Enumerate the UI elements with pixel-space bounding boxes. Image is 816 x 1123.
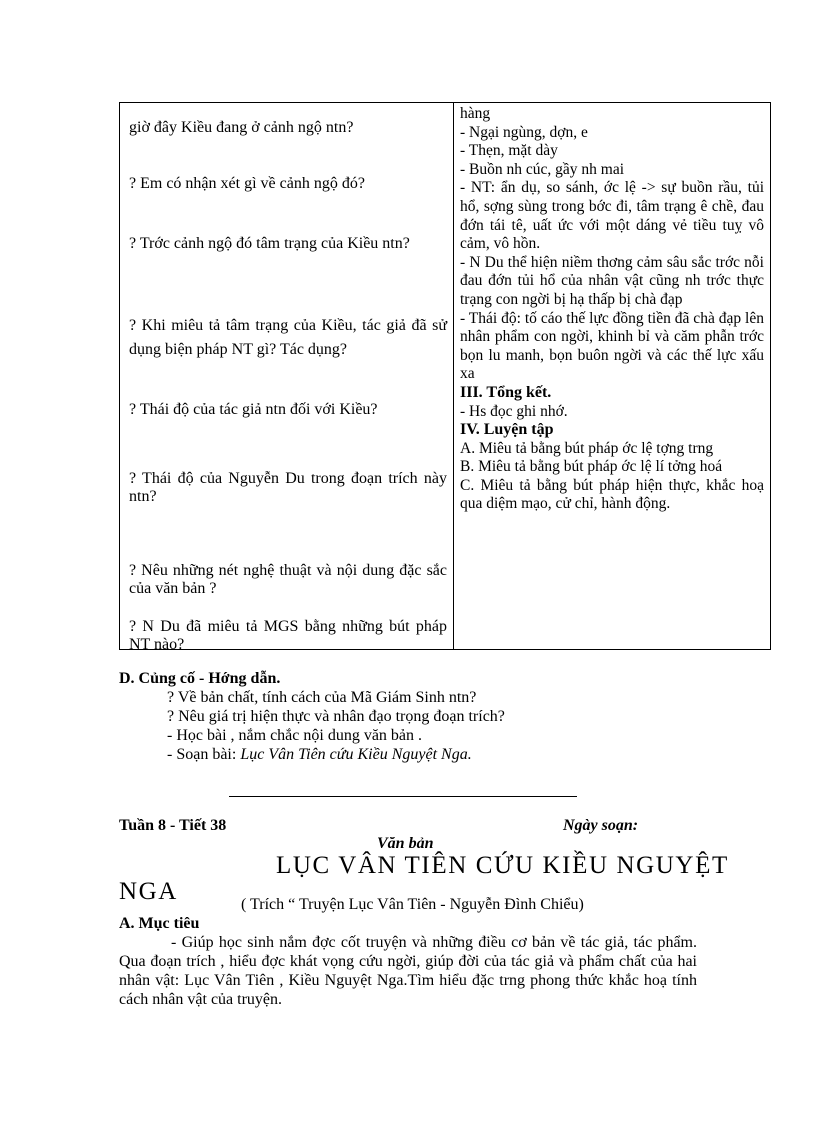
genre-label: Văn bản bbox=[377, 835, 434, 852]
answer-line: - Ngại ngùng, dợn, e bbox=[460, 123, 588, 141]
section-heading-practice: IV. Luyện tập bbox=[460, 421, 554, 439]
week-period: Tuần 8 - Tiết 38 bbox=[119, 817, 227, 834]
section-heading-summary: III. Tổng kết. bbox=[460, 383, 552, 401]
question-7: ? Nêu những nét nghệ thuật và nội dung đặc sắc của văn bản ? bbox=[129, 562, 447, 597]
date-label: Ngày soạn: bbox=[563, 817, 639, 834]
objective-text: - Giúp học sinh nắm đợc cốt truyện và những điều cơ bản về tác giả, tác phẩm. Qua đoạn trích , hiểu đợc khát vọng cứu ngời, giúp đời của tác giả và phẩm chất của hai nhân vật: Lục Vân Tiên , Kiều Nguyệt Nga.Tìm hiểu đặc trng phong thức khắc hoạ tính cách nhân vật của truyện. bbox=[119, 934, 697, 1008]
prep-title: Lục Vân Tiên cứu Kiều Nguyệt Nga. bbox=[240, 746, 472, 763]
question-6: ? Thái độ của Nguyễn Du trong đoạn trích này ntn? bbox=[129, 470, 447, 505]
lesson-title-continued: NGA bbox=[119, 878, 178, 905]
answer-line: hàng bbox=[460, 105, 491, 122]
consolidation-item: ? Nêu giá trị hiện thực và nhân đạo trọng đoạn trích? bbox=[167, 708, 505, 725]
answer-line: - NT: ẩn dụ, so sánh, ớc lệ -> sự buồn rầu, tủi hổ, sợng sùng trong bớc đi, tâm trạng ê chề, đau đớn tái tê, uất ức với một dáng vẻ tiều tuỵ vô cảm, vô hồn. bbox=[460, 179, 764, 253]
answer-column bbox=[460, 105, 764, 514]
answer-line: - Thẹn, mặt dày bbox=[460, 142, 558, 160]
consolidation-item: - Học bài , nắm chắc nội dung văn bản . bbox=[167, 727, 423, 744]
answer-line: A. Miêu tả bằng bút pháp ớc lệ tợng trng bbox=[460, 439, 714, 457]
answer-line: - N Du thể hiện niềm thơng cảm sâu sắc trớc nỗi đau đớn tủi hổ của nhân vật cũng nh trớc thực trạng con ngời bị hạ thấp bị chà đạp bbox=[460, 253, 764, 308]
answer-line: - Thái độ: tố cáo thế lực đồng tiền đã chà đạp lên nhân phẩm con ngời, khinh bỉ và căm phẫn trớc bọn lu manh, bọn buôn ngời và các thế lực xấu xa bbox=[460, 309, 764, 383]
lesson-table bbox=[119, 102, 771, 653]
question-3: ? Trớc cảnh ngộ đó tâm trạng của Kiều ntn? bbox=[129, 235, 410, 252]
objective-heading: A. Mục tiêu bbox=[119, 915, 200, 932]
question-1: giờ đây Kiều đang ở cảnh ngộ ntn? bbox=[129, 119, 354, 136]
answer-line: C. Miêu tả bằng bút pháp hiện thực, khắc hoạ qua diệm mạo, cử chỉ, hành động. bbox=[460, 476, 764, 513]
answer-line: B. Miêu tả bằng bút pháp ớc lệ lí tởng hoá bbox=[460, 458, 723, 476]
answer-line: - Buồn nh cúc, gầy nh mai bbox=[460, 160, 625, 178]
column-divider bbox=[453, 103, 454, 649]
question-5: ? Thái độ của tác giả ntn đối với Kiều? bbox=[129, 401, 378, 418]
consolidation-item: ? Về bản chất, tính cách của Mã Giám Sinh ntn? bbox=[167, 689, 477, 706]
prep-prefix: - Soạn bài: bbox=[167, 746, 241, 763]
source-line: ( Trích “ Truyện Lục Vân Tiên - Nguyễn Đình Chiểu) bbox=[241, 896, 584, 913]
question-8: ? N Du đã miêu tả MGS bằng những bút pháp NT nào? bbox=[129, 618, 447, 653]
prep-line bbox=[167, 745, 472, 764]
question-4: ? Khi miêu tả tâm trạng của Kiều, tác giả đã sử dụng biện pháp NT gì? Tác dụng? bbox=[129, 317, 447, 358]
consolidation-heading: D. Củng cố - Hớng dẫn. bbox=[119, 670, 281, 687]
answer-line: - Hs đọc ghi nhớ. bbox=[460, 402, 568, 420]
separator-line bbox=[229, 796, 577, 797]
question-2: ? Em có nhận xét gì về cảnh ngộ đó? bbox=[129, 175, 365, 192]
lesson-title: LỤC VÂN TIÊN CỨU KIỀU NGUYỆT bbox=[276, 852, 729, 879]
